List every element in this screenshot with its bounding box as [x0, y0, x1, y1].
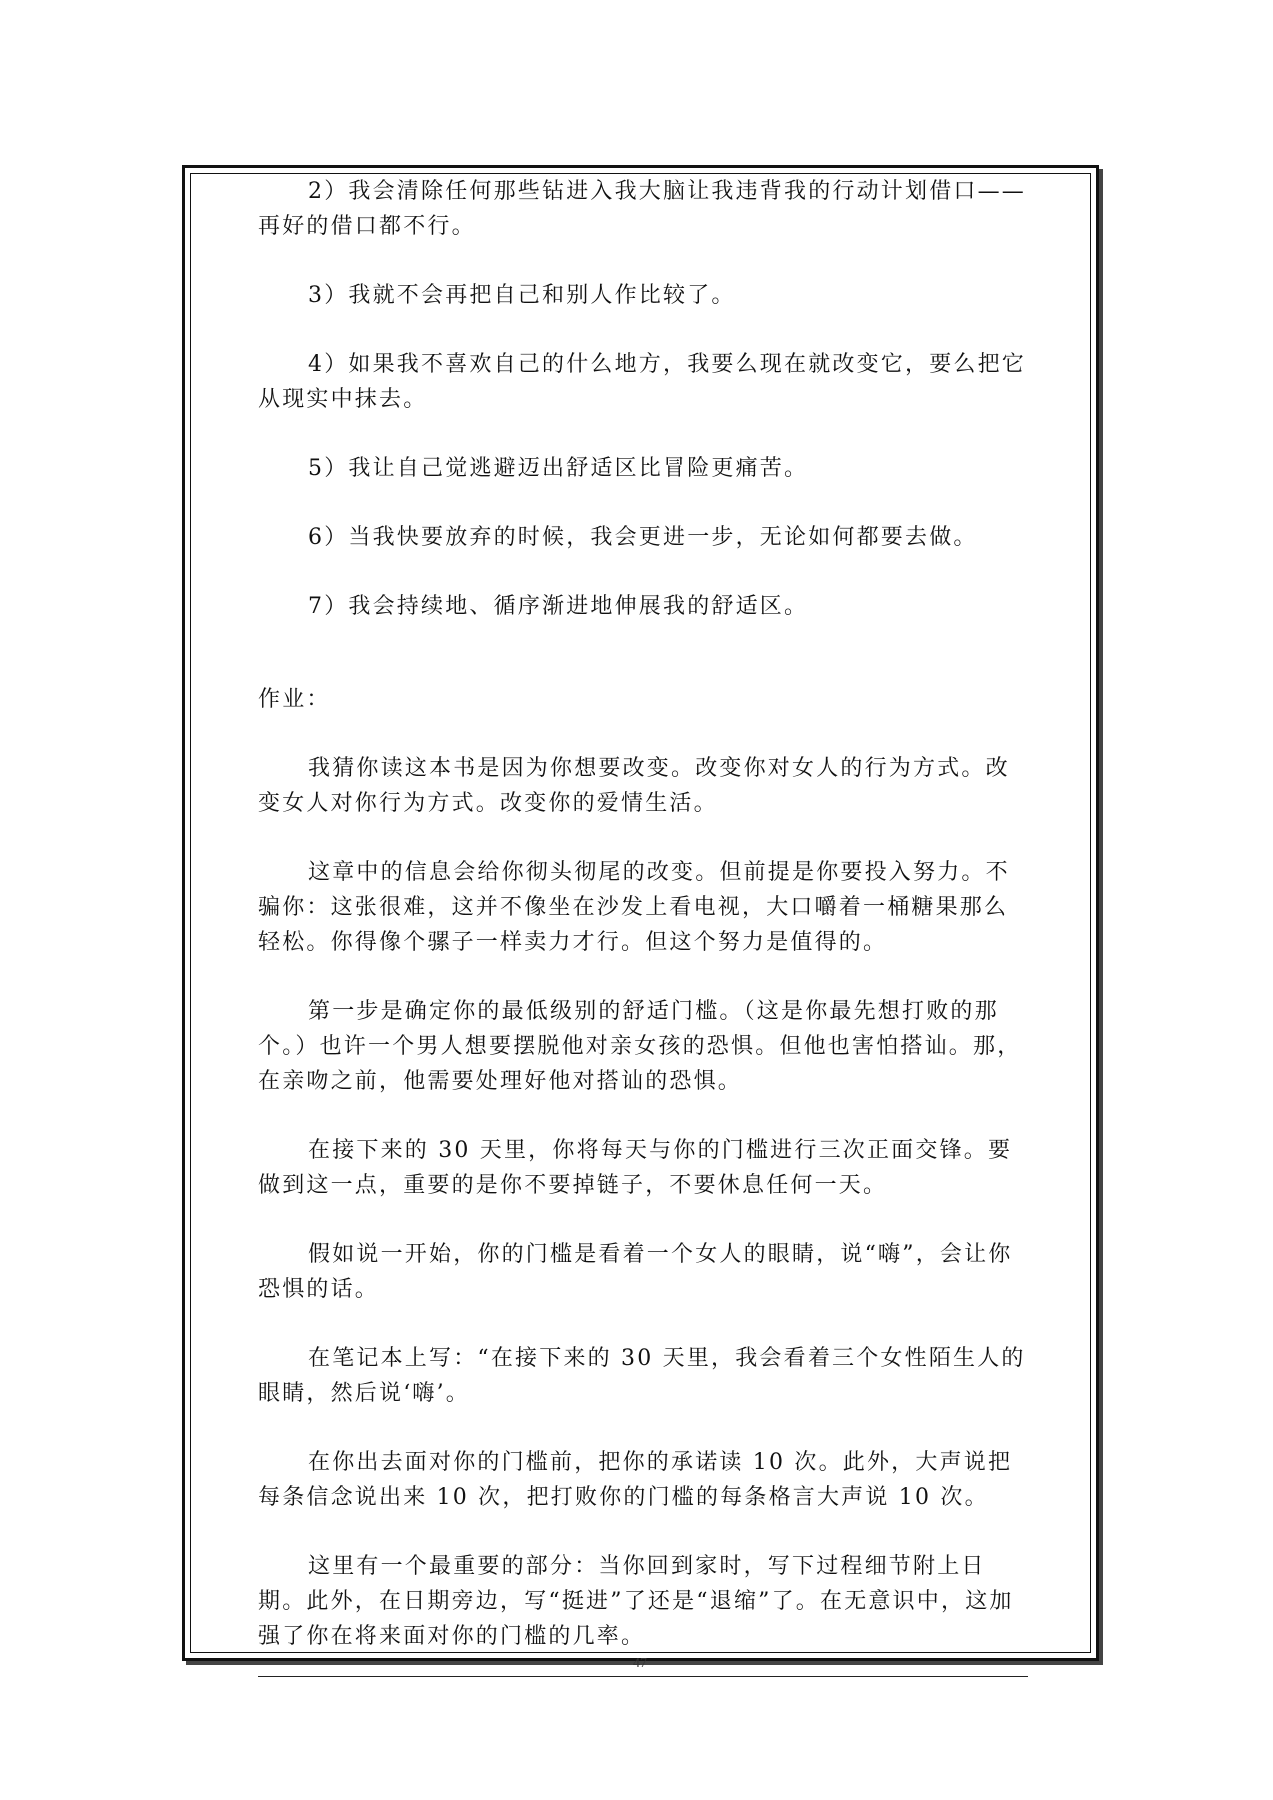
- list-item: 2）我会清除任何那些钻进入我大脑让我违背我的行动计划借口——再好的借口都不行。: [258, 179, 1026, 239]
- footer-rule: [258, 1676, 1028, 1677]
- paragraph: 假如说一开始，你的门槛是看着一个女人的眼睛，说“嗨”，会让你恐惧的话。: [258, 1242, 1013, 1302]
- list-item: 6）当我快要放弃的时候，我会更进一步，无论如何都要去做。: [308, 525, 978, 550]
- paragraph: 这章中的信息会给你彻头彻尾的改变。但前提是你要投入努力。不骗你：这张很难，这并不像坐在沙发上看电视，大口嚼着一桶糖果那么轻松。你得像个骡子一样卖力才行。但这个努力是值得的。: [258, 860, 1010, 955]
- list-item: 5）我让自己觉逃避迈出舒适区比冒险更痛苦。: [308, 456, 809, 481]
- section-heading: 作业：: [258, 687, 331, 712]
- paragraph: 在你出去面对你的门槛前，把你的承诺读 10 次。此外，大声说把每条信念说出来 10 次，把打败你的门槛的每条格言大声说 10 次。: [258, 1450, 1013, 1510]
- page-number: 47: [633, 1656, 647, 1671]
- paragraph: 在接下来的 30 天里，你将每天与你的门槛进行三次正面交锋。要做到这一点，重要的是你不要掉链子，不要休息任何一天。: [258, 1138, 1013, 1198]
- paragraph: 第一步是确定你的最低级别的舒适门槛。（这是你最先想打败的那个。）也许一个男人想要摆脱他对亲女孩的恐惧。但他也害怕搭讪。那，在亲吻之前，他需要处理好他对搭讪的恐惧。: [258, 999, 1022, 1094]
- paragraph: 在笔记本上写：“在接下来的 30 天里，我会看着三个女性陌生人的眼睛，然后说‘嗨’。: [258, 1346, 1026, 1406]
- list-item: 4）如果我不喜欢自己的什么地方，我要么现在就改变它，要么把它从现实中抹去。: [258, 352, 1026, 412]
- paragraph: 我猜你读这本书是因为你想要改变。改变你对女人的行为方式。改变女人对你行为方式。改变你的爱情生活。: [258, 756, 1010, 816]
- paragraph: 这里有一个最重要的部分：当你回到家时，写下过程细节附上日期。此外，在日期旁边，写“挺进”了还是“退缩”了。在无意识中，这加强了你在将来面对你的门槛的几率。: [258, 1554, 1014, 1649]
- list-item: 7）我会持续地、循序渐进地伸展我的舒适区。: [308, 594, 809, 619]
- page-body: [258, 174, 1028, 1654]
- list-item: 3）我就不会再把自己和别人作比较了。: [308, 283, 736, 308]
